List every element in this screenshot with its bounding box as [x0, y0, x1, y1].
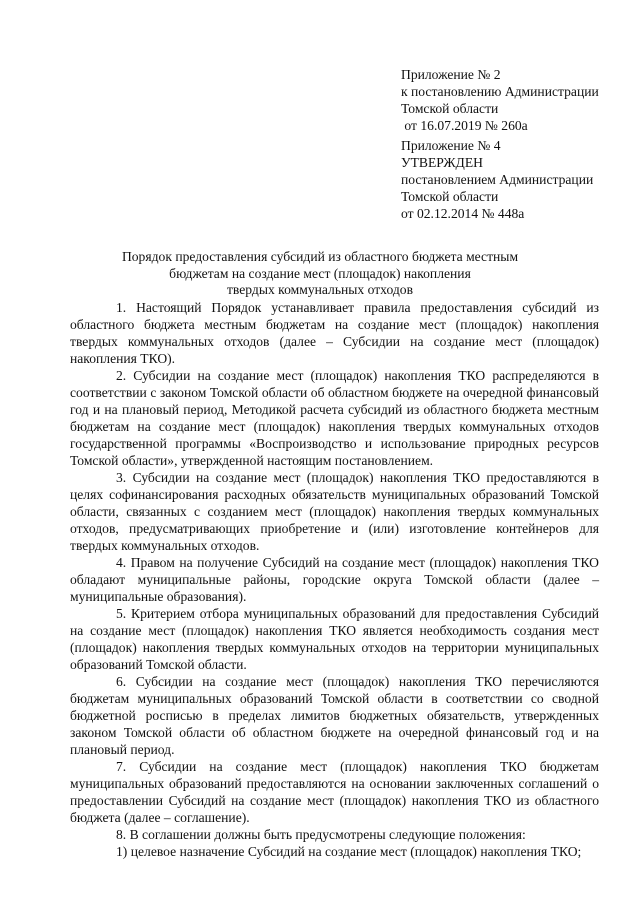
appendix-2-line: от 16.07.2019 № 260а: [401, 118, 528, 133]
appendix-2-line: к постановлению Администрации: [401, 84, 599, 99]
paragraph-8-item-1: 1) целевое назначение Субсидий на создание мест (площадок) накопления ТКО;: [116, 844, 582, 859]
paragraph-2: 2. Субсидии на создание мест (площадок) накопления ТКО распределяются в соответствии с законом Томской области об областном бюджете на очередной финансовый год и на плановый период, Методикой расчета субсидий из областного бюджета местным бюджетам на создание мест (площадок) накопления твердых коммунальных отходов государственной программы «Воспроизводство и использование природных ресурсов Томской области», утвержденной настоящим постановлением.: [70, 368, 599, 468]
paragraph-4: 4. Правом на получение Субсидий на создание мест (площадок) накопления ТКО обладают муниципальные районы, городские округа Томской области (далее – муниципальные образования).: [70, 555, 599, 604]
paragraph-5: 5. Критерием отбора муниципальных образований для предоставления Субсидий на создание мест (площадок) накопления ТКО является необходимость создания мест (площадок) накопления твердых коммунальных отходов на территории муниципальных образований Томской области.: [70, 606, 599, 672]
document-body: [70, 299, 599, 860]
appendix-2-line: Приложение № 2: [401, 67, 501, 82]
title-line: твердых коммунальных отходов: [226, 282, 414, 297]
appendix-2-line: Томской области: [401, 101, 499, 116]
appendix-4-line: УТВЕРЖДЕН: [401, 155, 483, 170]
paragraph-8: 8. В соглашении должны быть предусмотрены следующие положения:: [116, 827, 526, 842]
title-line: бюджетам на создание мест (площадок) накопления: [169, 265, 471, 281]
appendix-4-line: Томской области: [401, 189, 499, 204]
paragraph-7: 7. Субсидии на создание мест (площадок) накопления ТКО бюджетам муниципальных образований предоставляются на основании заключенных соглашений о предоставлении Субсидий на создание мест (площадок) накопления ТКО из областного бюджета (далее – соглашение).: [70, 759, 599, 825]
title-line: Порядок предоставления субсидий из областного бюджета местным: [121, 249, 519, 264]
appendix-4-line: Приложение № 4: [401, 138, 501, 153]
appendix-2-block: [401, 66, 631, 134]
appendix-4-line: от 02.12.2014 № 448а: [401, 206, 525, 221]
appendix-4-block: [401, 137, 631, 222]
paragraph-6: 6. Субсидии на создание мест (площадок) накопления ТКО перечисляются бюджетам муниципальных образований Томской области в соответствии со сводной бюджетной росписью в пределах лимитов бюджетных обязательств, утвержденных законом Томской области об областном бюджете на очередной финансовый год и на плановый период.: [70, 674, 599, 757]
paragraph-1: 1. Настоящий Порядок устанавливает правила предоставления субсидий из областного бюджета местным бюджетам на создание мест (площадок) накопления твердых коммунальных отходов (далее – Субсидии на создание мест (площадок) накопления ТКО).: [70, 300, 599, 366]
document-title: [70, 249, 570, 299]
appendix-4-line: постановлением Администрации: [401, 172, 594, 187]
paragraph-3: 3. Субсидии на создание мест (площадок) накопления ТКО предоставляются в целях софинансирования расходных обязательств муниципальных образований Томской области, связанных с созданием мест (площадок) накопления твердых коммунальных отходов, предусматривающих приобретение и (или) изготовление контейнеров для твердых коммунальных отходов.: [70, 470, 599, 553]
